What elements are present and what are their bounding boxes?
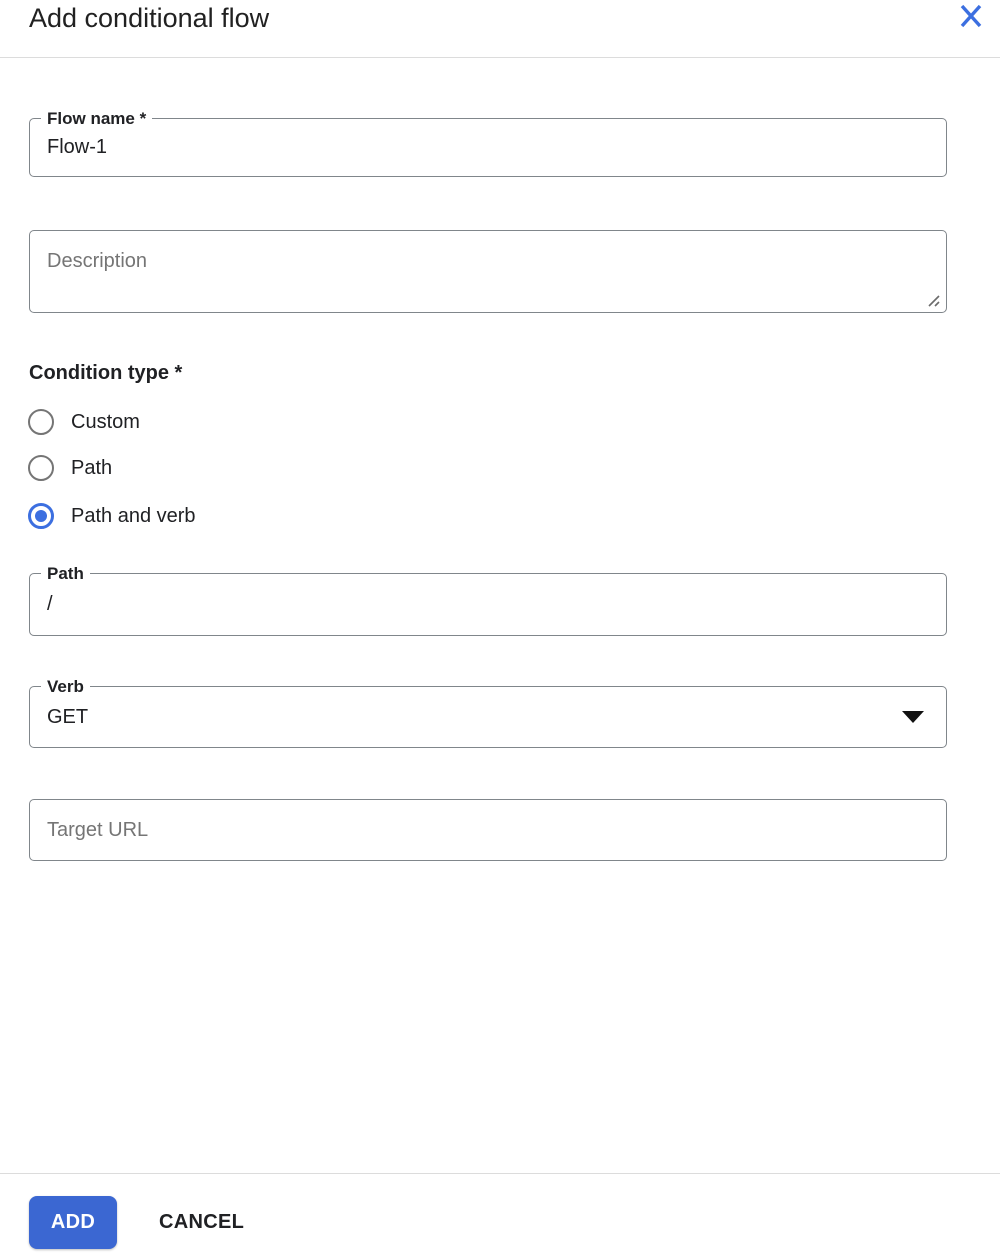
verb-label: Verb — [41, 676, 90, 697]
verb-selected-value: GET — [47, 705, 89, 728]
radio-icon — [28, 455, 54, 481]
cancel-button[interactable]: CANCEL — [159, 1196, 244, 1249]
description-input[interactable] — [30, 231, 946, 312]
radio-option-path-and-verb[interactable] — [28, 502, 196, 529]
radio-label: Path — [71, 456, 113, 479]
radio-label: Path and verb — [71, 504, 196, 527]
header-divider — [0, 57, 1000, 58]
close-icon — [957, 2, 985, 35]
resize-grip-icon[interactable] — [927, 294, 941, 308]
dialog-title: Add conditional flow — [29, 3, 270, 33]
description-field — [29, 230, 947, 313]
condition-type-label: Condition type * — [29, 362, 183, 384]
radio-selected-icon — [28, 503, 54, 529]
add-button[interactable]: ADD — [29, 1196, 117, 1249]
close-button[interactable] — [955, 2, 987, 34]
path-input[interactable] — [30, 574, 946, 635]
chevron-down-icon — [902, 711, 924, 723]
target-url-field — [29, 799, 947, 861]
radio-option-path[interactable] — [28, 454, 112, 481]
radio-label: Custom — [71, 410, 140, 433]
radio-icon — [28, 409, 54, 435]
path-field — [29, 564, 947, 636]
footer-divider — [0, 1173, 1000, 1174]
flow-name-field — [29, 109, 947, 177]
target-url-input[interactable] — [30, 800, 946, 860]
flow-name-input[interactable] — [30, 119, 946, 176]
verb-select[interactable] — [29, 677, 947, 748]
radio-option-custom[interactable] — [28, 408, 140, 435]
flow-name-label: Flow name * — [41, 108, 152, 129]
path-label: Path — [41, 563, 90, 584]
